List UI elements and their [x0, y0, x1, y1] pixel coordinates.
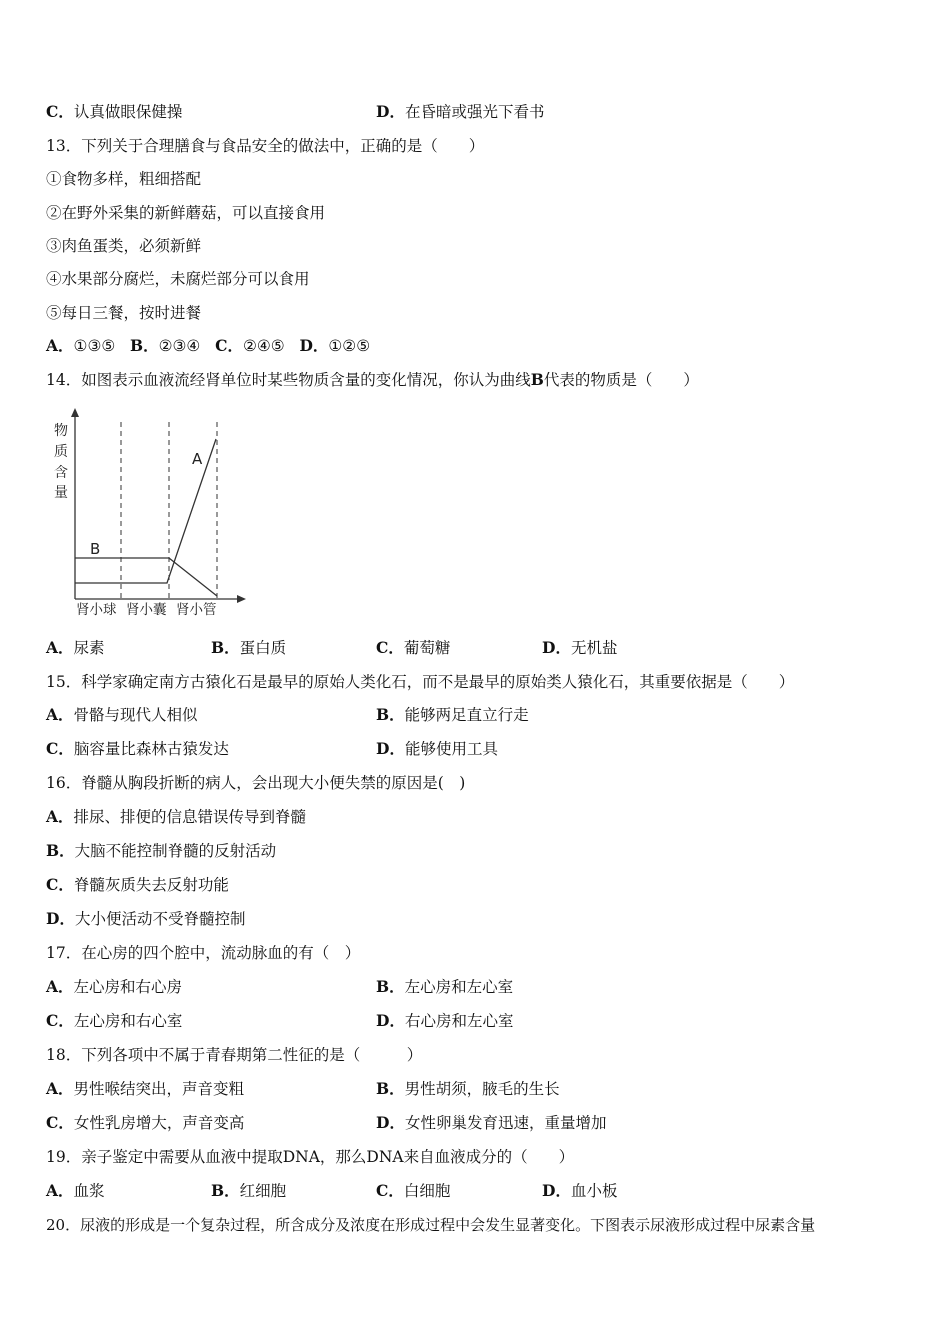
q19-option-b: B．红细胞: [211, 1181, 287, 1200]
q13-item-2: ②在野外采集的新鲜蘑菇，可以直接食用: [46, 204, 326, 222]
q15-option-d: D．能够使用工具: [376, 739, 498, 758]
graph-svg: [40, 406, 260, 621]
q13-item-4: ④水果部分腐烂，未腐烂部分可以食用: [46, 270, 310, 288]
q14-option-a: A．尿素: [46, 638, 105, 657]
q15-option-c: C．脑容量比森林古猿发达: [46, 739, 229, 758]
y-label-2: 质: [54, 444, 68, 460]
q13-option-d: D．①②⑤: [299, 336, 371, 355]
curve-b: [75, 558, 217, 596]
q14-option-d: D．无机盐: [542, 638, 618, 657]
y-label-4: 量: [54, 485, 68, 501]
q12-option-d: D．在昏暗或强光下看书: [376, 102, 545, 121]
q17-option-d: D．右心房和左心室: [376, 1011, 514, 1030]
x-label-capsule: 肾小囊: [126, 602, 167, 618]
q12-option-c: C．认真做眼保健操: [46, 102, 183, 121]
q13-option-c: C．②④⑤: [215, 336, 285, 355]
q13-item-3: ③肉鱼蛋类，必须新鲜: [46, 237, 202, 255]
q13-stem: 13．下列关于合理膳食与食品安全的做法中，正确的是（ ）: [46, 137, 485, 155]
q17-option-a: A．左心房和右心房: [46, 977, 183, 996]
y-axis-arrow: [71, 408, 79, 417]
y-label-3: 含: [54, 465, 68, 481]
q19-option-c: C．白细胞: [376, 1181, 451, 1200]
q13-item-5: ⑤每日三餐，按时进餐: [46, 304, 202, 322]
q14-stem: 14．如图表示血液流经肾单位时某些物质含量的变化情况，你认为曲线B代表的物质是（ ）: [46, 370, 699, 389]
q20-stem: 20．尿液的形成是一个复杂过程，所含成分及浓度在形成过程中会发生显著变化。下图表示尿液形成过程中尿素含量: [46, 1216, 816, 1234]
q16-option-d: D．大小便活动不受脊髓控制: [46, 909, 246, 928]
q13-option-a: A．①③⑤: [46, 336, 116, 355]
q14-option-b: B．蛋白质: [211, 638, 287, 657]
curve-a-label: A: [192, 450, 203, 468]
x-label-tubule: 肾小管: [176, 602, 217, 618]
q18-option-c: C．女性乳房增大，声音变高: [46, 1113, 245, 1132]
q18-option-d: D．女性卵巢发育迅速，重量增加: [376, 1113, 607, 1132]
x-label-glomerulus: 肾小球: [76, 602, 117, 618]
curve-b-label: B: [90, 540, 101, 558]
q16-option-b: B．大脑不能控制脊髓的反射活动: [46, 841, 277, 860]
q19-stem: 19．亲子鉴定中需要从血液中提取DNA，那么DNA来自血液成分的（ ）: [46, 1148, 575, 1166]
q18-option-a: A．男性喉结突出，声音变粗: [46, 1079, 245, 1098]
q16-option-a: A．排尿、排便的信息错误传导到脊髓: [46, 807, 307, 826]
q18-stem: 18．下列各项中不属于青春期第二性征的是（ ）: [46, 1046, 423, 1064]
y-label-1: 物: [54, 423, 68, 439]
q17-stem: 17．在心房的四个腔中，流动脉血的有（ ）: [46, 944, 361, 962]
q19-option-a: A．血浆: [46, 1181, 105, 1200]
q15-stem: 15．科学家确定南方古猿化石是最早的原始人类化石，而不是最早的原始类人猿化石，其重要依据是（ ）: [46, 673, 795, 691]
kidney-substance-graph: [40, 406, 260, 621]
q13-option-b: B．②③④: [130, 336, 201, 355]
q14-option-c: C．葡萄糖: [376, 638, 451, 657]
q19-option-d: D．血小板: [542, 1181, 618, 1200]
q18-option-b: B．男性胡须，腋毛的生长: [376, 1079, 560, 1098]
q17-option-b: B．左心房和左心室: [376, 977, 514, 996]
q16-stem: 16．脊髓从胸段折断的病人，会出现大小便失禁的原因是( ): [46, 774, 466, 792]
q17-option-c: C．左心房和右心室: [46, 1011, 183, 1030]
q16-option-c: C．脊髓灰质失去反射功能: [46, 875, 229, 894]
q15-option-b: B．能够两足直立行走: [376, 705, 529, 724]
x-axis-arrow: [237, 595, 246, 603]
q13-item-1: ①食物多样，粗细搭配: [46, 170, 202, 188]
q13-options: [46, 336, 370, 356]
q15-option-a: A．骨骼与现代人相似: [46, 705, 198, 724]
